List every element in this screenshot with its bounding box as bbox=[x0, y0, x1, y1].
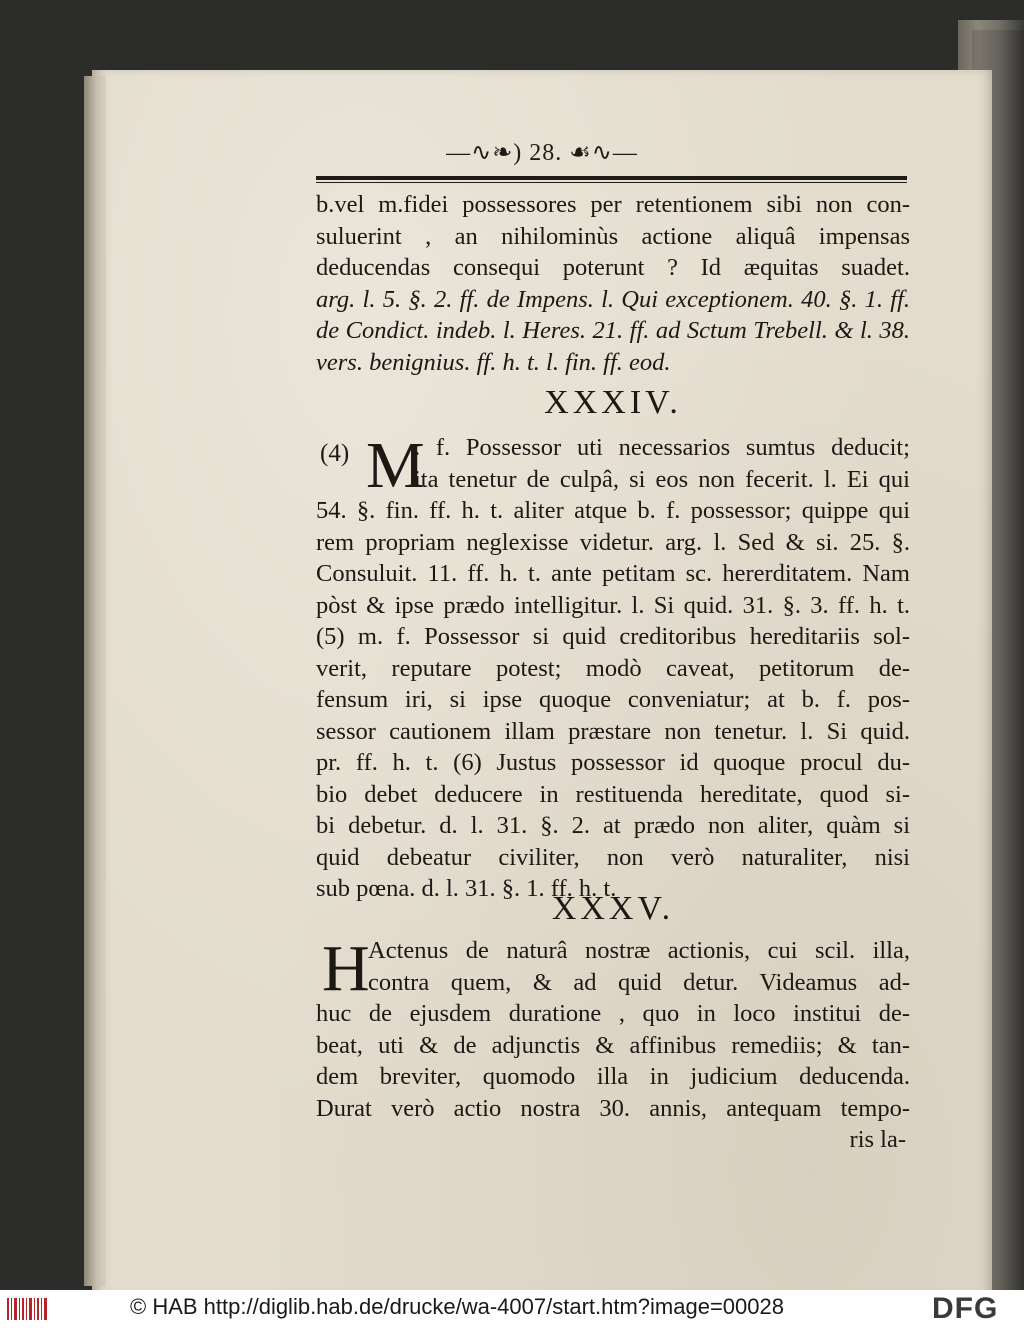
page-header: —∿❧) 28. ☙∿— bbox=[446, 140, 638, 166]
text-line: 54. §. fin. ff. h. t. aliter atque b. f. possessor; quippe qui bbox=[316, 497, 910, 524]
section-heading-xxxv: XXXV. bbox=[551, 890, 675, 927]
text-line: (5) m. f. Possessor si quid creditoribus hereditariis sol- bbox=[316, 623, 910, 650]
text-line: huc de ejusdem duratione , quo in loco institui de- bbox=[316, 1000, 910, 1027]
text-line: bi debetur. d. l. 31. §. 2. at prædo non aliter, quàm si bbox=[316, 812, 910, 839]
text-line: rem propriam neglexisse videtur. arg. l. Sed & si. 25. §. bbox=[316, 528, 910, 556]
section-heading-xxxiv: XXXIV. bbox=[544, 384, 682, 421]
text-line: pr. ff. h. t. (6) Justus possessor id quoque procul du- bbox=[316, 749, 910, 776]
text-line: suluerint , an nihilominùs actione aliquâ impensas bbox=[316, 222, 910, 250]
text-line: arg. l. 5. §. 2. ff. de Impens. l. Qui exceptionem. 40. §. 1. ff. bbox=[316, 285, 910, 313]
text-line: contra quem, & ad quid detur. Videamus ad- bbox=[368, 968, 910, 996]
drop-cap-h: H bbox=[322, 932, 370, 1005]
text-line: fensum iri, si ipse quoque conveniatur; at b. f. pos- bbox=[316, 686, 910, 713]
text-line: Durat verò actio nostra 30. annis, antequam tempo- bbox=[316, 1094, 910, 1122]
text-line: b.vel m.fidei possessores per retentionem sibi non con- bbox=[316, 191, 910, 218]
paragraph-3 bbox=[316, 932, 910, 1156]
text-line: vers. benignius. ff. h. t. l. fin. ff. eod. bbox=[316, 348, 671, 376]
paragraph-2 bbox=[316, 429, 910, 905]
note-number: (4) bbox=[320, 440, 350, 467]
text-line: sessor cautionem illam præstare non tenetur. l. Si quid. bbox=[316, 717, 910, 745]
text-line: Actenus de naturâ nostræ actionis, cui scil. illa, bbox=[368, 937, 910, 964]
text-line: beat, uti & de adjunctis & affinibus remediis; & tan- bbox=[316, 1031, 910, 1059]
catchword: ris la- bbox=[849, 1126, 906, 1153]
drop-cap-m: M bbox=[366, 429, 425, 502]
text-line: dem breviter, quomodo illa in judicium deducenda. bbox=[316, 1063, 910, 1090]
text-line: . f. Possessor uti necessarios sumtus deducit; bbox=[414, 434, 910, 461]
text-line: ita tenetur de culpâ, si eos non fecerit. l. Ei qui bbox=[414, 465, 910, 493]
footer-bar bbox=[0, 1290, 1024, 1328]
text-line: Consuluit. 11. ff. h. t. ante petitam sc. hererditatem. Nam bbox=[316, 560, 910, 587]
text-line: bio debet deducere in restituenda hereditate, quod si- bbox=[316, 780, 910, 808]
paragraph-1 bbox=[316, 189, 910, 378]
book-spine bbox=[84, 76, 106, 1286]
text-line: pòst & ipse prædo intelligitur. l. Si quid. 31. §. 3. ff. h. t. bbox=[316, 591, 910, 619]
text-line: verit, reputare potest; modò caveat, petitorum de- bbox=[316, 654, 910, 682]
text-line: sub pœna. d. l. 31. §. 1. ff. h. t. bbox=[316, 875, 617, 902]
text-line: deducendas consequi poterunt ? Id æquitas suadet. bbox=[316, 254, 910, 281]
text-line: quid debeatur civiliter, non verò naturaliter, nisi bbox=[316, 843, 910, 871]
barcode-icon bbox=[6, 1296, 48, 1322]
text-line: de Condict. indeb. l. Heres. 21. ff. ad Sctum Trebell. & l. 38. bbox=[316, 317, 910, 344]
header-rule-thin bbox=[316, 182, 907, 183]
dfg-logo: DFG bbox=[932, 1292, 999, 1325]
copyright-url[interactable]: © HAB http://diglib.hab.de/drucke/wa-4007/start.htm?image=00028 bbox=[130, 1294, 784, 1319]
header-rule bbox=[316, 176, 907, 180]
